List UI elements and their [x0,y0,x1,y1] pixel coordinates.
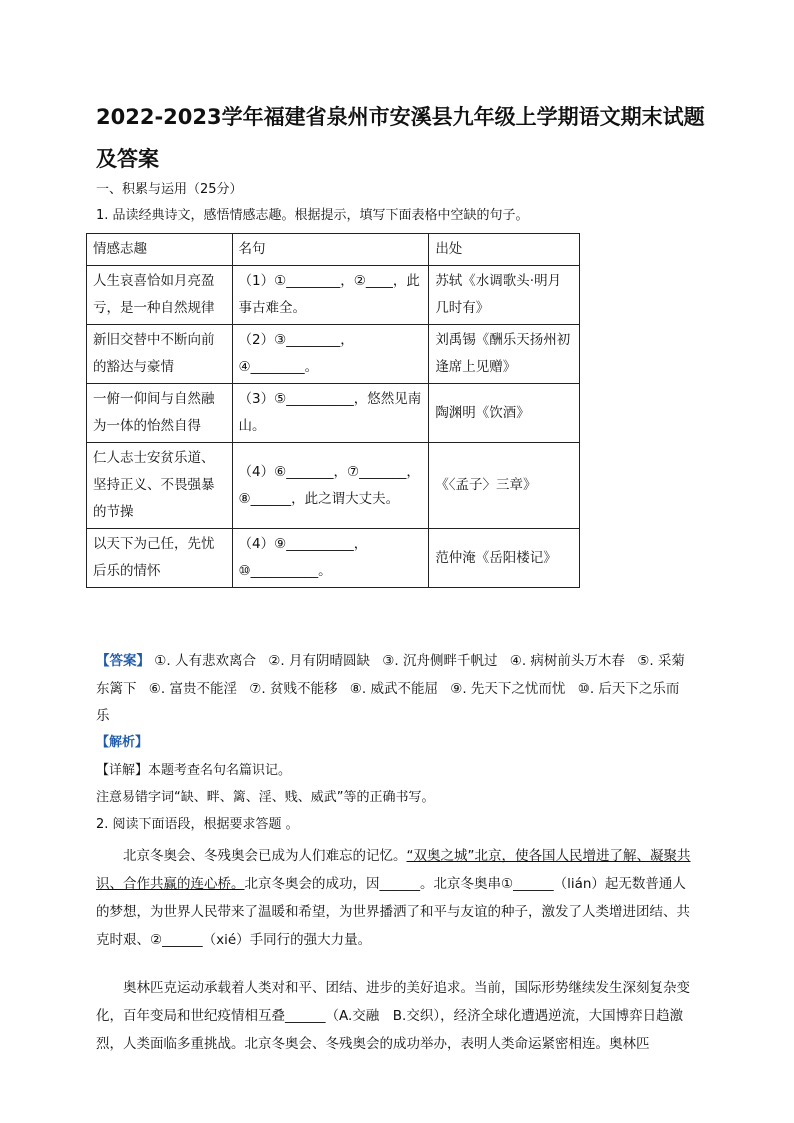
answer-item: ①. 人有悲欢离合 [154,653,256,669]
header-source: 出处 [429,234,580,266]
table-header-row [87,234,580,266]
answer-item: ⑩. 后天下之乐而乐 [96,680,680,724]
source-cell: 范仲淹《岳阳楼记》 [429,529,580,588]
page-title: 2022-2023学年福建省泉州市安溪县九年级上学期语文期末试题及答案 [96,105,705,171]
table-row [87,529,580,588]
header-sentence: 名句 [232,234,429,266]
answer-item: ⑨. 先天下之忧而忧 [450,680,566,697]
question-2-prompt: 2. 阅读下面语段，根据要求答题 。 [96,817,299,832]
feeling-cell: 人生哀喜恰如月亮盈亏，是一种自然规律 [87,266,233,325]
answer-item: ⑤. 采菊东篱下 [96,653,685,697]
question-1-prompt: 1. 品读经典诗文，感悟情感志趣。根据提示，填写下面表格中空缺的句子。 [96,208,529,223]
feeling-cell: 新旧交替中不断向前的豁达与豪情 [87,325,233,384]
table-row [87,266,580,325]
source-cell: 《〈孟子〉三章》 [429,443,580,529]
answer-item: ⑧. 威武不能屈 [349,680,438,697]
answer-block [96,648,698,731]
answer-item: ③. 沉舟侧畔千帆过 [382,653,498,669]
passage-sentence: 北京冬奥会、冬残奥会已成为人们难忘的记忆。 [123,848,407,864]
underlined-sentence: “双奥之城”北京，使各国人民增进了解、凝聚共识、合作共赢的连心桥。 [96,848,691,892]
answer-label: 【答案】 [96,653,150,669]
source-cell: 陶渊明《饮酒》 [429,384,580,443]
poem-table [86,233,580,588]
table-row [87,384,580,443]
feeling-cell: 仁人志士安贫乐道、坚持正义、不畏强暴的节操 [87,443,233,529]
table-row [87,443,580,529]
source-cell: 苏轼《水调歌头·明月几时有》 [429,266,580,325]
sentence-cell: （3）⑤__________，悠然见南山。 [232,384,429,443]
table-row [87,325,580,384]
answer-item: ④. 病树前头万木春 [509,653,625,669]
section-heading: 一、积累与运用（25分） [96,182,243,197]
answer-item: ⑥. 富贵不能淫 [148,680,237,697]
detail-text: 本题考查名句名篇识记。 [148,763,292,778]
note-line: 注意易错字词“缺、畔、篱、淫、贱、威武”等的正确书写。 [96,790,435,805]
passage-paragraph-2: 奥林匹克运动承载着人类对和平、团结、进步的美好追求。当前，国际形势继续发生深刻复杂变化，百年变局和世纪疫情相互叠______（A.交融 B.交织），经济全球化遭遇逆流，大国博弈日趋激烈，人类面临多重挑战。北京冬奥会、冬残奥会的成功举办，表明人类命运紧密相连。奥林匹 [96,980,690,1052]
source-cell: 刘禹锡《酬乐天扬州初逢席上见赠》 [429,325,580,384]
sentence-cell: （1）①________，②____，此事古难全。 [232,266,429,325]
sentence-cell: （4）⑥_______，⑦_______，⑧______，此之谓大丈夫。 [232,443,429,529]
detail-label: 【详解】 [96,763,149,778]
analysis-label: 【解析】 [96,735,149,750]
header-feeling: 情感志趣 [87,234,233,266]
feeling-cell: 以天下为己任，先忧后乐的情怀 [87,529,233,588]
passage-sentence: 北京冬奥会的成功，因______。北京冬奥串①______（lián）起无数普通人的梦想，为世界人民带来了温暖和希望，为世界播洒了和平与友谊的种子，激发了人类增进团结、共克时艰、②______（xié）手同行的强大力量。 [96,876,690,948]
answer-item: ⑦. 贫贱不能移 [249,680,338,697]
feeling-cell: 一俯一仰间与自然融为一体的怡然自得 [87,384,233,443]
sentence-cell: （2）③________，④________。 [232,325,429,384]
detail-line [96,761,291,781]
passage-paragraph-1 [96,842,698,954]
answer-item: ②. 月有阴晴圆缺 [268,653,370,669]
sentence-cell: （4）⑨__________，⑩__________。 [232,529,429,588]
